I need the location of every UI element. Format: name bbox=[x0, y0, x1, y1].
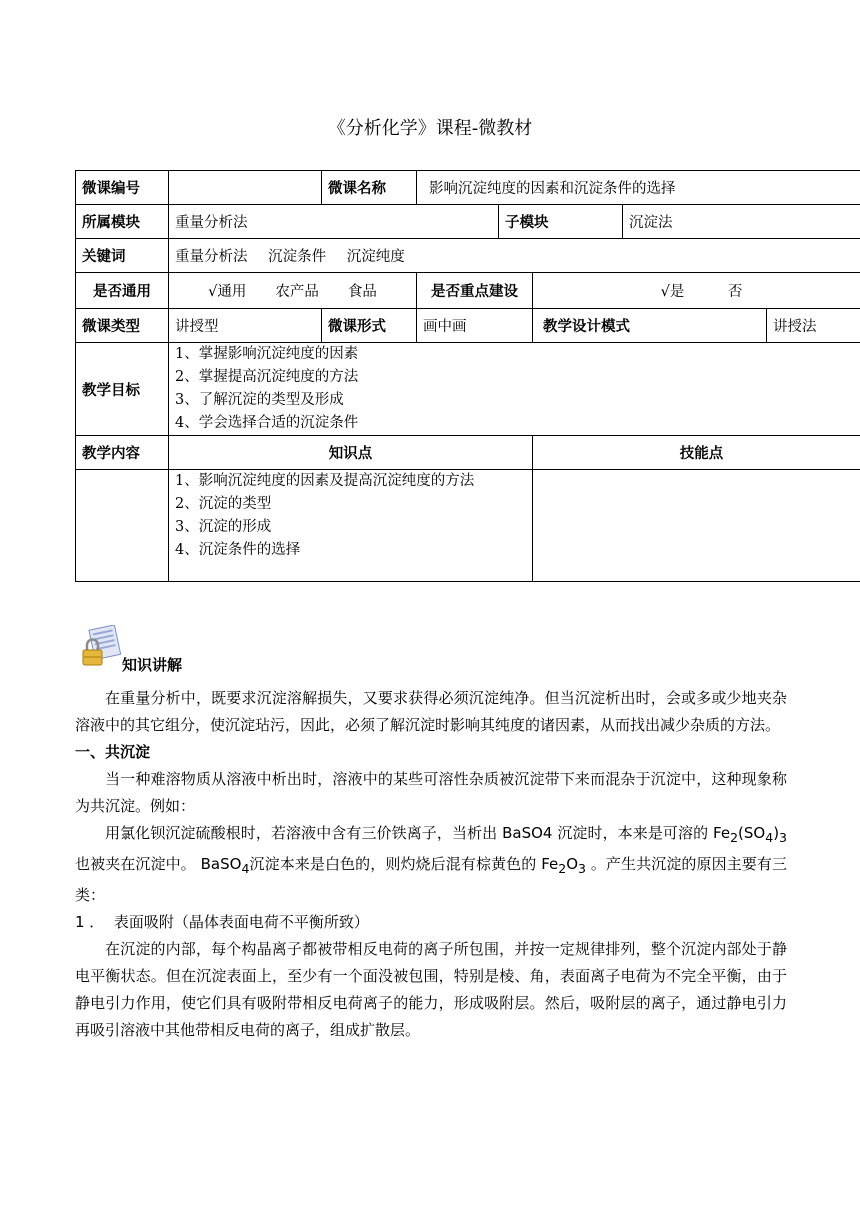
knowledge-item: 1、影响沉淀纯度的因素及提高沉淀纯度的方法 bbox=[175, 473, 475, 489]
row-goals bbox=[76, 343, 860, 436]
row-code-name bbox=[76, 171, 860, 205]
paragraph-definition: 当一种难溶物质从溶液中析出时，溶液中的某些可溶性杂质被沉淀带下来而混杂于沉淀中，这种现象称为共沉淀。例如： bbox=[75, 770, 787, 815]
sub-title: 表面吸附（晶体表面电荷不平衡所致） bbox=[113, 913, 369, 931]
formula-baso4-sub bbox=[200, 855, 250, 876]
knowledge-item: 4、沉淀条件的选择 bbox=[175, 542, 301, 558]
text: BaSO bbox=[200, 855, 242, 873]
fe-symbol: Fe bbox=[713, 824, 731, 842]
text: 沉淀本来是白色的，则灼烧后混有棕黄色的 bbox=[249, 855, 542, 873]
row-module bbox=[76, 205, 860, 239]
row-content bbox=[76, 470, 860, 582]
text: ) bbox=[773, 824, 780, 842]
row-keywords bbox=[76, 239, 860, 273]
subscript: 4 bbox=[765, 830, 774, 845]
keyword-label: 关键词 bbox=[76, 239, 169, 273]
content-label: 教学内容 bbox=[76, 436, 169, 470]
keyword-item: 重量分析法 bbox=[175, 249, 248, 265]
key-label: 是否重点建设 bbox=[417, 273, 533, 309]
knowledge-item: 2、沉淀的类型 bbox=[175, 496, 272, 512]
type-value: 讲授型 bbox=[169, 309, 322, 343]
subheading-surface-adsorption bbox=[75, 909, 787, 936]
subscript: 2 bbox=[730, 830, 739, 845]
mode-label: 教学设计模式 bbox=[533, 309, 767, 343]
goal-label: 教学目标 bbox=[76, 343, 169, 436]
text: 沉淀时，本来是可溶的 bbox=[552, 824, 714, 842]
row-type bbox=[76, 309, 860, 343]
formula-fe2o3 bbox=[541, 855, 586, 876]
form-value: 画中画 bbox=[417, 309, 533, 343]
code-value bbox=[169, 171, 322, 205]
row-content-head bbox=[76, 436, 860, 470]
name-value: 影响沉淀纯度的因素和沉淀条件的选择 bbox=[417, 171, 860, 205]
paragraph-example bbox=[75, 820, 787, 909]
mode-value: 讲授法 bbox=[767, 309, 860, 343]
general-options: √通用 农产品 食品 bbox=[169, 273, 417, 309]
text: 。产生共沉淀的原因主要有三类： bbox=[75, 855, 787, 904]
text: 用氯化钡沉淀硫酸根时，若溶液中含有三价铁离子，当析出 bbox=[105, 824, 503, 842]
submodule-value: 沉淀法 bbox=[623, 205, 860, 239]
sub-number: 1 ． bbox=[75, 913, 105, 931]
module-label: 所属模块 bbox=[76, 205, 169, 239]
goal-item: 3、了解沉淀的类型及形成 bbox=[175, 392, 344, 408]
code-label: 微课编号 bbox=[76, 171, 169, 205]
subscript: 2 bbox=[558, 861, 567, 876]
course-info-table bbox=[75, 170, 860, 582]
form-label: 微课形式 bbox=[322, 309, 417, 343]
row-general bbox=[76, 273, 860, 309]
name-label: 微课名称 bbox=[322, 171, 417, 205]
type-label: 微课类型 bbox=[76, 309, 169, 343]
lock-document-icon bbox=[78, 625, 124, 669]
content-empty-cell bbox=[76, 470, 169, 582]
key-options: √是 否 bbox=[533, 273, 860, 309]
knowledge-item: 3、沉淀的形成 bbox=[175, 519, 272, 535]
module-value: 重量分析法 bbox=[169, 205, 499, 239]
text: O bbox=[566, 855, 579, 873]
goal-list bbox=[169, 343, 860, 436]
document-title: 《分析化学》课程-微教材 bbox=[327, 118, 533, 139]
text: 也被夹在沉淀中。 bbox=[75, 855, 201, 873]
knowledge-list bbox=[169, 470, 533, 582]
article-body bbox=[75, 685, 787, 1044]
text: Fe bbox=[541, 855, 559, 873]
skill-header: 技能点 bbox=[533, 436, 860, 470]
heading-coprecipitation: 一、共沉淀 bbox=[75, 743, 151, 761]
goal-item: 4、学会选择合适的沉淀条件 bbox=[175, 415, 359, 431]
goal-item: 1、掌握影响沉淀纯度的因素 bbox=[175, 346, 359, 362]
subscript: 3 bbox=[578, 861, 586, 876]
paragraph-adsorption: 在沉淀的内部，每个构晶离子都被带相反电荷的离子所包围，并按一定规律排列，整个沉淀内部处于静电平衡状态。但在沉淀表面上，至少有一个面没被包围，特别是棱、角，表面离子电荷为不完全平衡，由于静电引力作用，使它们具有吸附带相反电荷离子的能力，形成吸附层。然后，吸附层的离子，通过静电引力再吸引溶液中其他带相反电荷的离子，组成扩散层。 bbox=[75, 940, 787, 1039]
submodule-label: 子模块 bbox=[499, 205, 623, 239]
skill-cell bbox=[533, 470, 860, 582]
keyword-item: 沉淀条件 bbox=[268, 249, 327, 265]
subscript: 4 bbox=[241, 861, 250, 876]
section-heading: 知识讲解 bbox=[122, 656, 183, 674]
formula-fe2so43 bbox=[713, 824, 787, 845]
text: (SO bbox=[738, 824, 766, 842]
keyword-item: 沉淀纯度 bbox=[346, 249, 405, 265]
intro-paragraph: 在重量分析中，既要求沉淀溶解损失，又要求获得必须沉淀纯净。但当沉淀析出时，会或多或少地夹杂溶液中的其它组分，使沉淀玷污，因此，必须了解沉淀时影响其纯度的诸因素，从而找出减少杂质的方法。 bbox=[75, 689, 787, 734]
general-label: 是否通用 bbox=[76, 273, 169, 309]
keyword-values bbox=[169, 239, 860, 273]
knowledge-header: 知识点 bbox=[169, 436, 533, 470]
formula-baso4: BaSO4 bbox=[502, 824, 553, 842]
goal-item: 2、掌握提高沉淀纯度的方法 bbox=[175, 369, 359, 385]
subscript: 3 bbox=[779, 830, 787, 845]
